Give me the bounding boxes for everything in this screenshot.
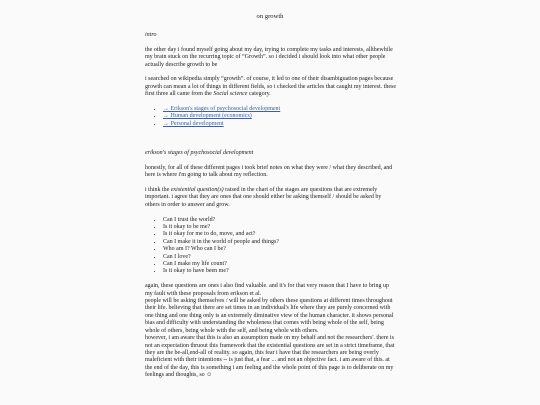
erikson-paragraph-2-em: existential question(s) xyxy=(170,187,224,193)
list-item: • Can I trust the world? xyxy=(163,217,397,224)
erikson-paragraph-2 xyxy=(145,187,397,209)
link-human-development[interactable]: → Human development (economics) xyxy=(163,113,252,120)
list-item: • Can I make it in the world of people and things? xyxy=(163,239,397,246)
erikson-section xyxy=(145,150,397,380)
intro-paragraph-2 xyxy=(145,76,397,98)
erikson-paragraph-2-a: i think the xyxy=(145,187,171,193)
link-personal-development[interactable]: → Personal development xyxy=(163,120,224,127)
article-links xyxy=(145,106,397,128)
intro-paragraph-2-a: i searched on wikipedia simply “growth”. of course, it led to one of their disambiguation pages because growth can mean a lot of things in different fields, so i checked the articles that caught my interest. these first three all came from the xyxy=(145,76,396,98)
intro-section xyxy=(145,32,397,128)
erikson-heading: erikson's stages of psychosocial development xyxy=(145,150,254,156)
list-item: • Is it okay for me to do, move, and act? xyxy=(163,231,397,238)
erikson-paragraph-3: again, these questions are ones i also find valuable. and it's for that very reason that I have to bring up my fault with these proposals from erikson et al. xyxy=(145,283,390,297)
list-item: • Can I love? xyxy=(163,254,397,261)
erikson-paragraph-4: people will be asking themselves / will be asked by others these questions at different times throughout their life. believing that there are set times in an individual's life where they are purely concerned with one thing and one thing only is an extremely diminative view of the human character. it shows personal bias and difficulty with understanding the wholeness that comes with being whole of the self, being whole of others, being whole with the self, and being whole with others. xyxy=(145,298,394,334)
link-erikson[interactable]: → Erikson's stages of psychosocial development xyxy=(163,106,281,113)
erikson-paragraph-1: honestly, for all of these different pages i took brief notes on what they were / what they described, and here is where i'm going to talk about my reflection. xyxy=(145,164,393,179)
list-item: • Can I make my life count? xyxy=(163,261,397,268)
list-item: • Is it okay to be me? xyxy=(163,224,397,231)
intro-paragraph-1: the other day i found myself going about my day, trying to complete my tasks and interests, allthewhile my brain stuck on the recurring topic of “Growth”. so i decided i should look into what other people actually describe growth to be xyxy=(145,46,393,68)
erikson-paragraph-5: however, i am aware that this is also an assumption made on my behalf and not the researchers'. there is not an expectation thruout this framework that the existential questions are set in a strict timeframe, that they are the be-all,end-all of reality. so again, this fear i have that the researchers are being overly maleficient with their intentions -- is just that, a fear ... and not an objective fact. i am aware of this. at the end of the day, this is something i am feeling and the whole point of this page is to deliberate on my feelings and thoughts, so ☺ xyxy=(145,335,395,379)
erikson-paragraph-2-b: raised in the chart of the stages are questions that are extremely important. i agree that they are ones that one should either be asking themself / should be asked by others in order to answer and grow. xyxy=(145,187,382,208)
page-title: on growth xyxy=(256,13,284,20)
list-item xyxy=(163,121,397,128)
list-item xyxy=(163,113,397,120)
list-item: • Is it okay to have been me? xyxy=(163,268,397,275)
list-item: • Who am I? Who can I be? xyxy=(163,246,397,253)
existential-questions xyxy=(145,217,397,276)
intro-heading: intro xyxy=(145,32,157,38)
intro-paragraph-2-b: category. xyxy=(247,91,271,98)
intro-paragraph-2-em: Social science xyxy=(213,91,248,98)
